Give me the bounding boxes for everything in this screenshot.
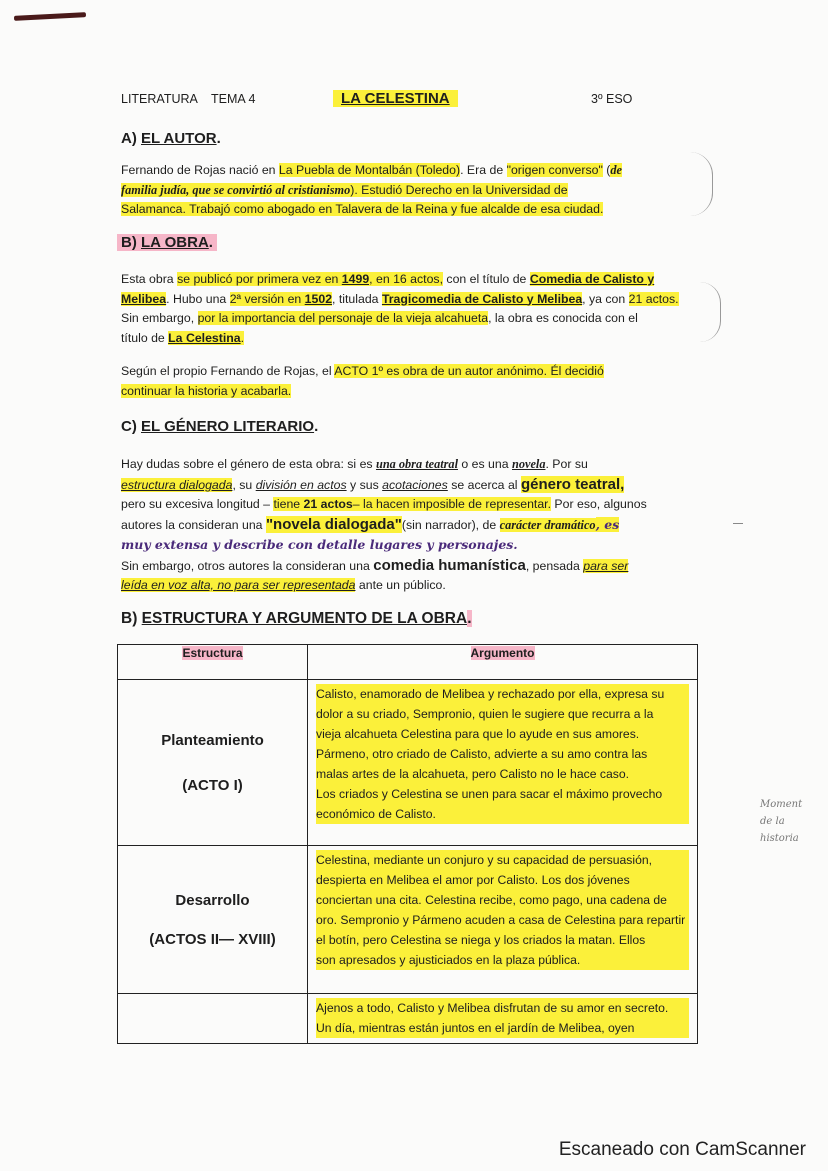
text-fragment: Argumento [470, 646, 535, 660]
argument-cell [308, 680, 698, 846]
text-fragment: EL GÉNERO LITERARIO [141, 418, 315, 435]
section-heading-work: B) LA OBRA. [117, 234, 217, 251]
text-fragment: despierta en Melibea el amor por Calisto. Los dos jóvenes [316, 870, 689, 890]
text-fragment: Fernando de Rojas nació en [121, 163, 279, 177]
column-header-argument [308, 645, 698, 680]
text-fragment: , titulada [332, 291, 382, 306]
text-fragment: , ya con [582, 291, 629, 306]
text-fragment: de la [760, 816, 785, 827]
text-fragment: carácter dramático [499, 517, 596, 532]
text-fragment: A) [121, 130, 137, 147]
text-fragment: el botín, pero Celestina se niega y los criados la matan. Ellos [316, 930, 689, 950]
text-fragment: se acerca al [447, 477, 521, 492]
margin-handwritten-note [760, 796, 802, 847]
text-fragment: comedia humanística [373, 556, 526, 574]
table-header-row [118, 645, 698, 680]
text-fragment: . [240, 330, 245, 345]
page-title: LA CELESTINA [333, 90, 458, 107]
text-fragment: "novela dialogada" [265, 515, 402, 533]
text-fragment [118, 645, 698, 1044]
text-fragment: Salamanca. Trabajó como abogado en Talavera de la Reina y fue alcalde de esa ciudad. [121, 202, 604, 216]
text-fragment: acotaciones [382, 477, 448, 492]
corner-ink-mark [14, 12, 86, 21]
stage-acts: (ACTOS II— XVIII) [149, 930, 276, 948]
text-fragment: novela [512, 457, 546, 471]
text-fragment: conciertan una cita. Celestina recibe, como pago, una cadena de [316, 890, 689, 910]
text-fragment: una obra teatral [375, 457, 458, 471]
course-label: 3º ESO [591, 92, 633, 106]
text-fragment: 21 actos [303, 497, 353, 511]
stage-cell [118, 994, 308, 1044]
text-fragment: tiene [273, 497, 304, 511]
text-fragment: autores la consideran una [121, 517, 266, 532]
text-fragment: 21 actos. [628, 291, 679, 306]
work-paragraph [121, 270, 687, 348]
text-fragment: , su [232, 477, 256, 492]
unit-label: TEMA 4 [211, 92, 256, 106]
text-fragment: Un día, mientras están juntos en el jardín de Melibea, oyen [316, 1018, 689, 1038]
table-row [118, 846, 698, 994]
margin-brace [690, 152, 713, 216]
text-fragment: . Era de [460, 163, 507, 177]
scanner-watermark: Escaneado con CamScanner [558, 1139, 806, 1160]
text-fragment: Celestina, mediante un conjuro y su capacidad de persuasión, [316, 850, 689, 870]
table-row [118, 994, 698, 1044]
text-fragment [119, 749, 306, 777]
text-fragment: ( [602, 163, 611, 177]
text-fragment: ACTO 1º es obra de un autor anónimo. Él decidió [334, 364, 604, 378]
stage-name: Planteamiento [161, 731, 264, 749]
text-fragment: Sin embargo, [121, 311, 198, 325]
column-header-structure [118, 645, 308, 680]
text-fragment: La Celestina [168, 330, 241, 345]
argument-cell [308, 994, 698, 1044]
text-fragment: Por eso, algunos [551, 497, 647, 511]
text-fragment: 1502 [304, 291, 333, 306]
text-fragment: pero su excesiva longitud – [121, 497, 274, 511]
text-fragment: con el título de [443, 272, 530, 286]
text-fragment: . Por su [545, 457, 588, 471]
text-fragment: económico de Calisto. [316, 804, 689, 824]
section-heading-genre: C) EL GÉNERO LITERARIO. [121, 418, 319, 435]
text-fragment: . [467, 610, 472, 627]
argument-cell [308, 846, 698, 994]
text-fragment: B) [121, 234, 137, 251]
text-fragment: continuar la historia y acabarla. [121, 383, 292, 398]
text-fragment: leída en voz alta, no para ser representada [121, 578, 356, 592]
text-fragment: vieja alcahueta Celestina para que lo ayude en sus amores. [316, 724, 689, 744]
text-fragment: división en actos [255, 477, 347, 492]
text-fragment: ante un público. [355, 578, 446, 592]
text-fragment: 1499 [341, 272, 370, 286]
stage-cell [118, 680, 308, 846]
text-fragment: oro. Sempronio y Pármeno acuden a casa de Celestina para repartir [316, 910, 689, 930]
text-fragment: malas artes de la alcahueta, pero Calisto no le hace caso. [316, 764, 689, 784]
text-fragment: Esta obra [121, 272, 178, 286]
text-fragment: ). Estudió Derecho en la Universidad de [350, 182, 568, 197]
text-fragment: Ajenos a todo, Calisto y Melibea disfrutan de su amor en secreto. [316, 998, 689, 1018]
text-fragment: B) [121, 610, 138, 627]
text-fragment: para ser [583, 558, 629, 573]
text-fragment: Melibea [121, 291, 167, 306]
table-row [118, 680, 698, 846]
genre-paragraph [121, 455, 687, 596]
text-fragment: se publicó por primera vez en [177, 272, 342, 286]
text-fragment: La Puebla de Montalbán (Toledo) [278, 163, 461, 177]
text-fragment: o es una [457, 457, 512, 471]
section-title: EL AUTOR [141, 130, 217, 147]
text-fragment: , en 16 actos, [369, 272, 443, 286]
text-fragment: Moment [760, 799, 803, 810]
text-fragment: ESTRUCTURA Y ARGUMENTO DE LA OBRA [141, 610, 468, 627]
text-fragment: de [610, 163, 622, 177]
structure-table [117, 644, 698, 1044]
text-fragment: 2ª versión en [229, 291, 305, 306]
text-fragment [119, 909, 306, 931]
text-fragment: estructura dialogada [121, 477, 233, 492]
text-fragment: género teatral, [520, 475, 625, 493]
text-fragment: dolor a su criado, Sempronio, quien le sugiere que recurra a la [316, 704, 689, 724]
text-fragment: – la hacen imposible de representar. [352, 497, 552, 511]
author-paragraph [121, 161, 687, 220]
section-heading-structure [121, 610, 472, 628]
text-fragment: Estructura [182, 646, 243, 660]
text-fragment: Pármeno, otro criado de Calisto, advierte a su amo contra las [316, 744, 689, 764]
handwritten-note: muy extensa y describe con detalle lugares y personajes. [121, 537, 518, 552]
text-fragment: Comedia de Calisto y [529, 272, 655, 286]
text-fragment: familia judía, que se convirtió al cristianismo [121, 182, 351, 197]
text-fragment: "origen converso" [506, 163, 603, 177]
text-fragment: título de [121, 330, 169, 345]
stage-name: Desarrollo [175, 891, 250, 909]
text-fragment: C) [121, 418, 137, 435]
text-fragment: son apresados y ajusticiados en la plaza pública. [316, 950, 689, 970]
text-fragment: , pensada [525, 558, 584, 573]
text-fragment: , es [595, 516, 620, 532]
text-fragment: y sus [346, 477, 383, 492]
text-fragment: , la obra es conocida con el [488, 311, 638, 325]
page-header [121, 92, 681, 112]
text-fragment: Calisto, enamorado de Melibea y rechazado por ella, expresa su [316, 684, 689, 704]
text-fragment: Tragicomedia de Calisto y Melibea [381, 291, 583, 306]
margin-brace [700, 282, 721, 342]
text-fragment: Los criados y Celestina se unen para sacar el máximo provecho [316, 784, 689, 804]
text-fragment: Sin embargo, otros autores la consideran una [121, 558, 374, 573]
text-fragment: por la importancia del personaje de la vieja alcahueta [197, 311, 489, 325]
text-fragment: Hay dudas sobre el género de esta obra: si es [121, 457, 376, 471]
section-heading-author: A) EL AUTOR. [121, 130, 221, 147]
author-act-paragraph [121, 362, 687, 401]
text-fragment: . Hubo una [166, 291, 230, 306]
text-fragment: LA OBRA [141, 234, 209, 251]
margin-tick [733, 523, 743, 524]
text-fragment: historia [760, 833, 799, 844]
text-fragment: (sin narrador), de [401, 517, 500, 532]
subject-label: LITERATURA [121, 92, 198, 106]
stage-acts: (ACTO I) [182, 776, 243, 794]
stage-cell [118, 846, 308, 994]
text-fragment: Según el propio Fernando de Rojas, el [121, 364, 335, 378]
